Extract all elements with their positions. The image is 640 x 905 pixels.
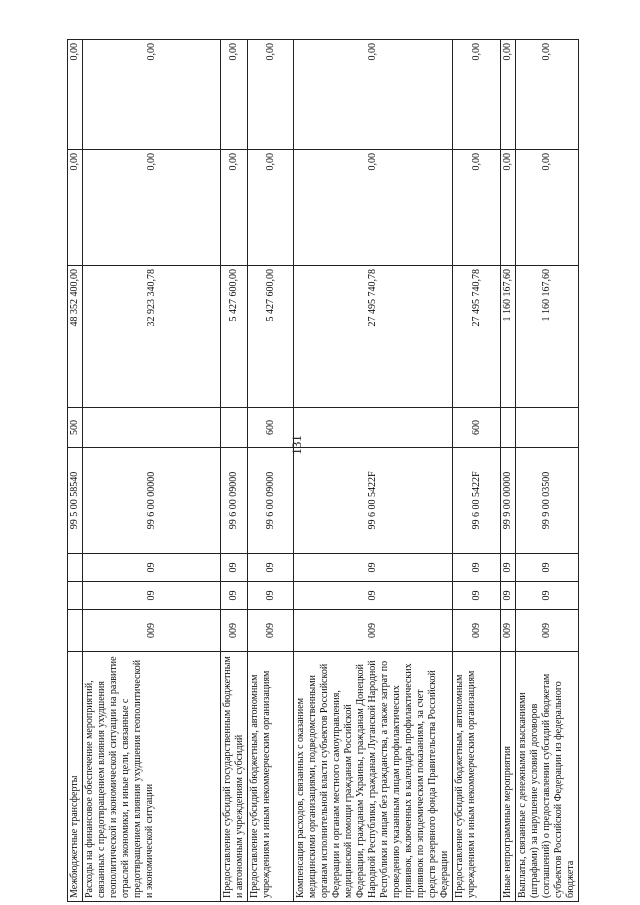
row-section: 09 bbox=[453, 582, 501, 610]
row-section: 09 bbox=[221, 582, 248, 610]
row-subsection: 09 bbox=[453, 554, 501, 582]
table-row bbox=[516, 40, 579, 902]
row-value-2: 0,00 bbox=[516, 150, 579, 266]
row-value-3: 0,00 bbox=[294, 40, 453, 150]
row-value-3: 0,00 bbox=[248, 40, 294, 150]
row-value-2: 0,00 bbox=[294, 150, 453, 266]
row-code bbox=[68, 610, 83, 652]
row-subsection: 09 bbox=[248, 554, 294, 582]
page-number: 131 bbox=[289, 435, 304, 455]
row-section: 09 bbox=[501, 582, 516, 610]
row-value-1: 5 427 600,00 bbox=[221, 266, 248, 408]
row-name: Межбюджетные трансферты bbox=[68, 652, 83, 902]
table-row bbox=[68, 40, 83, 902]
row-value-2: 0,00 bbox=[221, 150, 248, 266]
row-expense-type bbox=[501, 408, 516, 448]
row-value-1: 1 160 167,60 bbox=[516, 266, 579, 408]
row-value-2: 0,00 bbox=[501, 150, 516, 266]
budget-table-area bbox=[67, 40, 576, 902]
row-value-2: 0,00 bbox=[68, 150, 83, 266]
row-value-3: 0,00 bbox=[221, 40, 248, 150]
row-expense-type bbox=[83, 408, 221, 448]
row-code: 009 bbox=[294, 610, 453, 652]
row-value-2: 0,00 bbox=[83, 150, 221, 266]
row-value-1: 1 160 167,60 bbox=[501, 266, 516, 408]
row-section: 09 bbox=[248, 582, 294, 610]
row-expense-type: 500 bbox=[68, 408, 83, 448]
row-code: 009 bbox=[453, 610, 501, 652]
row-code: 009 bbox=[83, 610, 221, 652]
row-target: 99 9 00 00000 bbox=[501, 448, 516, 554]
row-target: 99 6 00 5422F bbox=[294, 448, 453, 554]
row-subsection: 09 bbox=[294, 554, 453, 582]
row-name: Компенсация расходов, связанных с оказанием медицинскими организациями, подведомственными органам исполнительной власти субъектов Российской Федерации и органам местного самоуправления, медицинской помощи гражданам Российской Федерации, гражданам Украины, гражданам Донецкой Народной Республики, гражданам Луганской Народной Республики и лицам без гражданства, а также затрат по проведению указанным лицам профилактических прививок, включенных в календарь профилактических прививок по эпидемическим показаниям, за счет средств резервного фонда Правительства Российской Федерации bbox=[294, 652, 453, 902]
row-subsection: 09 bbox=[501, 554, 516, 582]
table-row bbox=[501, 40, 516, 902]
table-row bbox=[221, 40, 248, 902]
row-code: 009 bbox=[248, 610, 294, 652]
row-value-3: 0,00 bbox=[501, 40, 516, 150]
row-name: Предоставление субсидий бюджетным, автономным учреждениям и иным некоммерческим организациям bbox=[248, 652, 294, 902]
table-row bbox=[453, 40, 501, 902]
row-subsection: 09 bbox=[221, 554, 248, 582]
row-subsection: 09 bbox=[83, 554, 221, 582]
row-name: Расходы на финансовое обеспечение мероприятий, связанных с предотвращением влияния ухудшения геополитической и экономической ситуации на развитие отраслей экономики, и иные цели, связанные с предотвращением влияния ухудшения геополитической и экономической ситуации bbox=[83, 652, 221, 902]
row-target: 99 6 00 00000 bbox=[83, 448, 221, 554]
budget-table bbox=[67, 39, 579, 902]
row-expense-type bbox=[294, 408, 453, 448]
row-value-3: 0,00 bbox=[83, 40, 221, 150]
row-target: 99 9 00 03500 bbox=[516, 448, 579, 554]
table-row bbox=[248, 40, 294, 902]
budget-table-rotated bbox=[67, 40, 576, 902]
row-value-3: 0,00 bbox=[453, 40, 501, 150]
row-value-1: 32 923 340,78 bbox=[83, 266, 221, 408]
row-value-1: 5 427 600,00 bbox=[248, 266, 294, 408]
row-target: 99 6 00 09000 bbox=[221, 448, 248, 554]
row-expense-type bbox=[516, 408, 579, 448]
row-section: 09 bbox=[294, 582, 453, 610]
row-code: 009 bbox=[501, 610, 516, 652]
row-value-2: 0,00 bbox=[453, 150, 501, 266]
row-expense-type bbox=[221, 408, 248, 448]
row-section bbox=[68, 582, 83, 610]
row-code: 009 bbox=[221, 610, 248, 652]
row-section: 09 bbox=[83, 582, 221, 610]
row-name: Предоставление субсидий государственным бюджетным и автономным учреждениям субсидий bbox=[221, 652, 248, 902]
row-subsection: 09 bbox=[516, 554, 579, 582]
row-target: 99 6 00 09000 bbox=[248, 448, 294, 554]
row-value-1: 27 495 740,78 bbox=[453, 266, 501, 408]
row-expense-type: 600 bbox=[453, 408, 501, 448]
row-target: 99 5 00 58540 bbox=[68, 448, 83, 554]
row-value-1: 27 495 740,78 bbox=[294, 266, 453, 408]
row-expense-type: 600 bbox=[248, 408, 294, 448]
row-value-3: 0,00 bbox=[516, 40, 579, 150]
row-value-3: 0,00 bbox=[68, 40, 83, 150]
row-target: 99 6 00 5422F bbox=[453, 448, 501, 554]
row-value-2: 0,00 bbox=[248, 150, 294, 266]
row-name: Предоставление субсидий бюджетным, автономным учреждениям и иным некоммерческим организациям bbox=[453, 652, 501, 902]
table-row bbox=[83, 40, 221, 902]
table-row bbox=[294, 40, 453, 902]
row-name: Выплаты, связанные с денежными взысканиями (штрафами) за нарушение условий договоров (соглашений) о предоставлении субсидий бюджетам субъектов Российской Федерации из федерального бюджета bbox=[516, 652, 579, 902]
row-name: Иные непрограммные мероприятия bbox=[501, 652, 516, 902]
row-code: 009 bbox=[516, 610, 579, 652]
row-value-1: 48 352 400,00 bbox=[68, 266, 83, 408]
row-subsection bbox=[68, 554, 83, 582]
row-section: 09 bbox=[516, 582, 579, 610]
